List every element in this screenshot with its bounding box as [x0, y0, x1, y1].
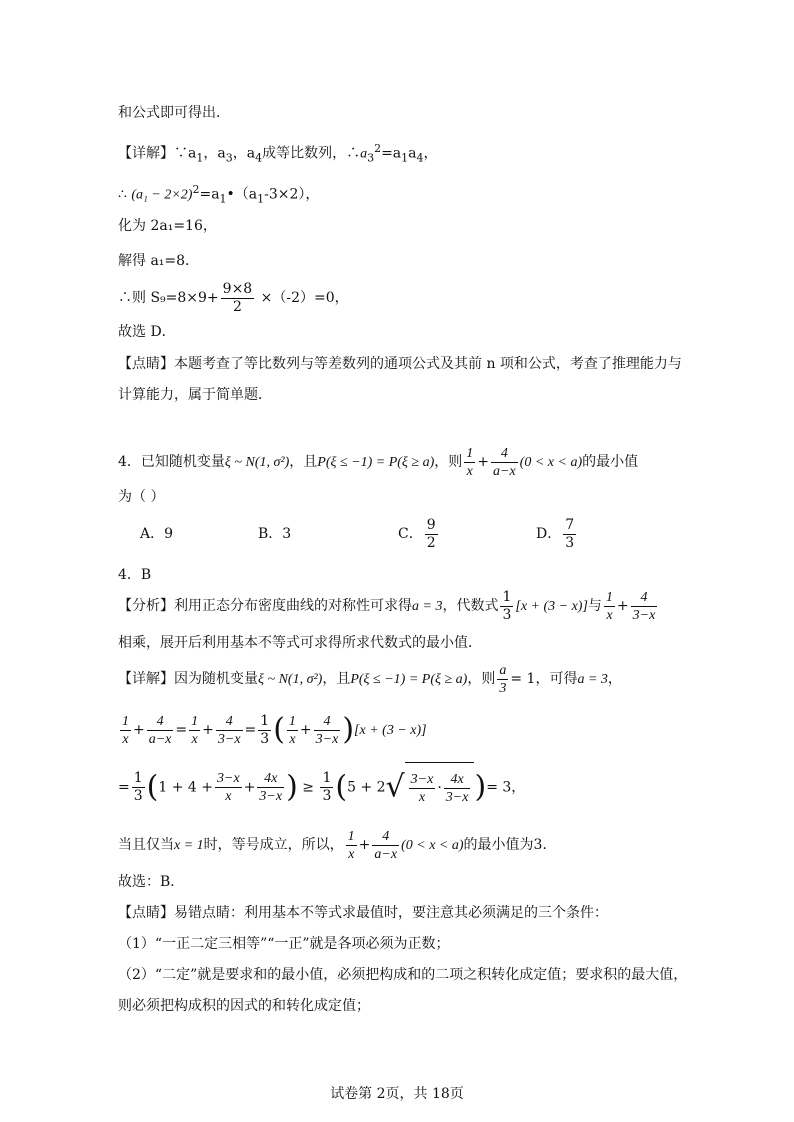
text-line: 故选：B． [118, 874, 185, 890]
text-line: ∴ $(a_1 - 2\times 2)^2=a_1•(a_1-3\times 2)$， [118, 183, 320, 206]
analysis-line: 【分析】利用正态分布密度曲线的对称性可求得a = 3，代数式 $\frac{1}{3}$ [x + (3 − x)]与 $\frac{1}{x}$ + $\frac{4}{3-x}$ [118, 588, 656, 623]
text-line: 计算能力，属于简单题． [118, 387, 272, 403]
question-4: 4．已知随机变量ξ ~ N(1, σ²)，且P(ξ ≤ −1) = P(ξ ≥ a)，则 $\frac{1}{x}$ + $\frac{4}{a-x}$ (0 < x < a)的最小值 [118, 445, 639, 479]
option-a: A．9 [140, 526, 174, 542]
question-4-tail: 为（ ） [118, 489, 165, 505]
text-line: 则必须把构成积的因式的和转化成定值； [118, 998, 370, 1014]
text-line: ∴则 S₉=8×9+ $\frac{9\times 8}{2}$ ×（-2）=0， [118, 280, 349, 315]
text-line: 【点睛】易错点睛：利用基本不等式求最值时，要注意其必须满足的三个条件： [118, 905, 608, 921]
text-line: （2）“二定”就是要求和的最小值，必须把构成和的二项之积转化成定值；要求积的最大值， [118, 967, 688, 983]
text-line: 【详解】$\because a_1$，$a_3$，$a_4$成等比数列，$\therefore a_3^2=a_1a_4$， [118, 142, 438, 165]
equation-line: 当且仅当x = 1时，等号成立，所以， $\frac{1}{x}$ + $\frac{4}{a-x}$ (0 < x < a)的最小值为3． [118, 828, 557, 862]
detail-line: 【详解】因为随机变量ξ ~ N(1, σ²)，且P(ξ ≤ −1) = P(ξ ≥ a)，则 $\frac{a}{3}$ = 1，可得a = 3， [118, 662, 622, 696]
text-line: 和公式即可得出． [118, 105, 230, 121]
option-c: C． $\frac{9}{2}$ [398, 516, 436, 551]
text-line: （1）“一正二定三相等”“一正”就是各项必须为正数； [118, 936, 450, 952]
equation-line: $\frac{1}{x}$ + $\frac{4}{a-x}$ = $\frac{1}{x}$ + $\frac{4}{3-x}$ = $\frac{1}{3}$ ( $\frac{1}{x}$ + $\frac{4}{3-x}$ )[x + (3 − x)] [122, 712, 427, 747]
text-line: 化为 2a₁=16， [118, 218, 217, 234]
text-line: 解得 a₁=8． [118, 253, 200, 269]
option-b: B．3 [258, 526, 292, 542]
page-footer: 试卷第 2页，共 18页 [330, 1086, 464, 1102]
equation-line: = $\frac{1}{3}$ (1 + 4 + $\frac{3-x}{x}$ + $\frac{4x}{3-x}$ ) ≥ $\frac{1}{3}$ (5 + 2√ $\frac{3-x}{x}$ · $\frac{4x}{3-x}$ )= 3， [118, 762, 525, 813]
analysis-line: 相乘，展开后利用基本不等式可求得所求代数式的最小值． [118, 635, 482, 651]
answer: 4．B [118, 567, 152, 583]
text-line: 【点睛】本题考查了等比数列与等差数列的通项公式及其前 n 项和公式，考查了推理能力与 [118, 356, 682, 372]
option-d: D． $\frac{7}{3}$ [536, 516, 575, 551]
text-line: 故选 D． [118, 324, 176, 340]
